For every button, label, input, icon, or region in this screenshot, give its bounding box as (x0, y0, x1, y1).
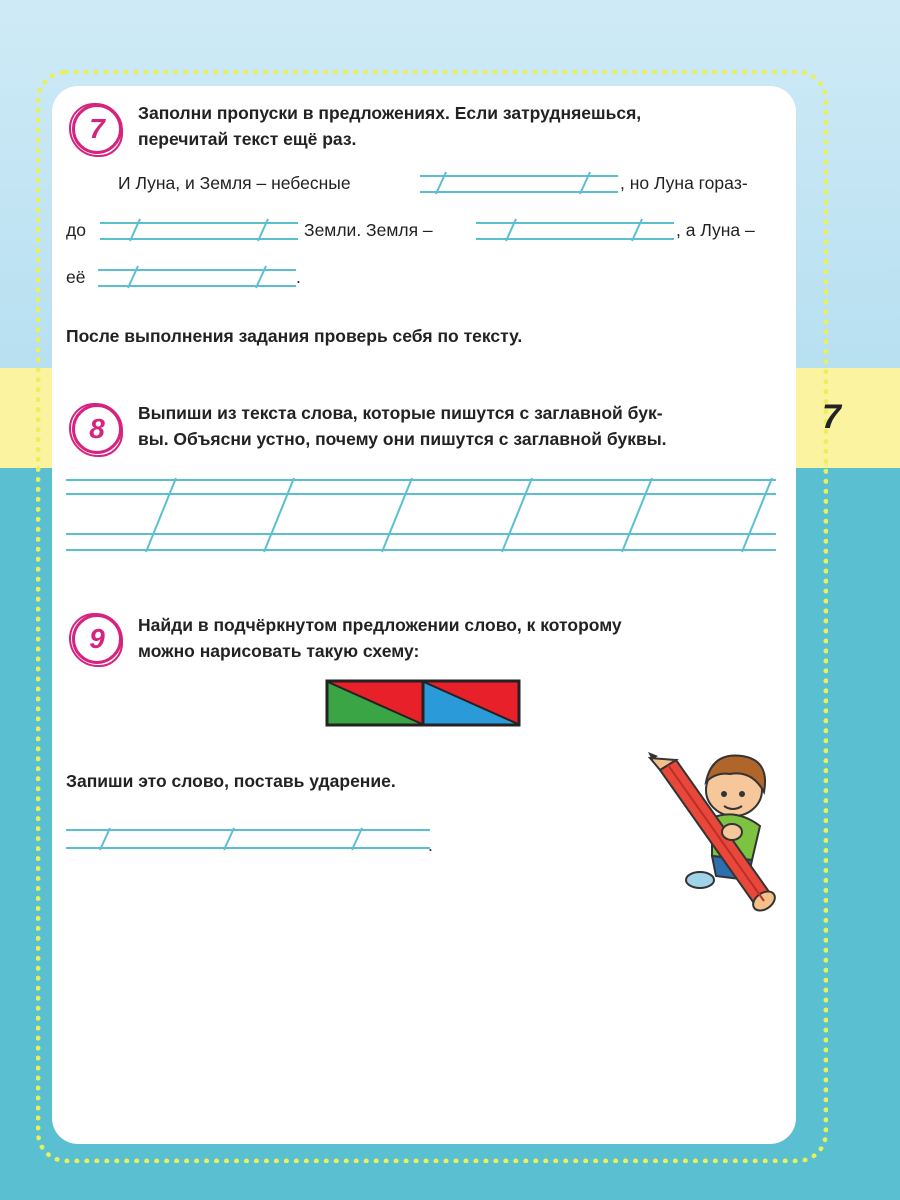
answer-line-3[interactable] (476, 219, 674, 241)
task-9-instruction-line2: можно нарисовать такую схему: (138, 641, 420, 661)
task-9-instruction-line1: Найди в подчёркнутом предложении слово, к которому (138, 615, 622, 635)
sentence-part-7: . (296, 267, 301, 287)
sentence-part-1: И Луна, и Земля – небесные (118, 173, 351, 193)
task-7-check-note: После выполнения задания проверь себя по тексту. (66, 326, 523, 346)
answer-end-mark: . (428, 835, 433, 855)
sentence-part-2: , но Луна горaз- (620, 173, 748, 193)
page-number: 7 (822, 398, 841, 436)
writing-lines-task-8[interactable] (66, 478, 776, 552)
sentence-part-3: до (66, 220, 86, 240)
task-9-write-instruction: Запиши это слово, поставь ударение. (66, 771, 396, 791)
answer-line-4[interactable] (98, 266, 296, 288)
task-7-instruction-line1: Заполни пропуски в предложениях. Если затрудняешься, (138, 103, 642, 123)
answer-line-1[interactable] (420, 172, 618, 194)
sentence-part-6: её (66, 267, 86, 287)
task-number: 8 (89, 413, 105, 444)
task-number: 7 (89, 113, 105, 144)
sentence-part-4: Земли. Земля – (304, 220, 433, 240)
task-number: 9 (89, 623, 105, 654)
task-7-instruction-line2: перечитай текст ещё раз. (138, 129, 357, 149)
sentence-part-5: , а Луна – (676, 220, 755, 240)
answer-line-2[interactable] (100, 219, 298, 241)
word-scheme (327, 681, 519, 725)
task-8-instruction-line1: Выпиши из текста слова, которые пишутся с заглавной бук- (138, 403, 663, 423)
boy-with-pencil-illustration (648, 752, 778, 914)
answer-line-task-9[interactable] (66, 828, 430, 850)
task-8-instruction-line2: вы. Объясни устно, почему они пишутся с заглавной буквы. (138, 429, 667, 449)
